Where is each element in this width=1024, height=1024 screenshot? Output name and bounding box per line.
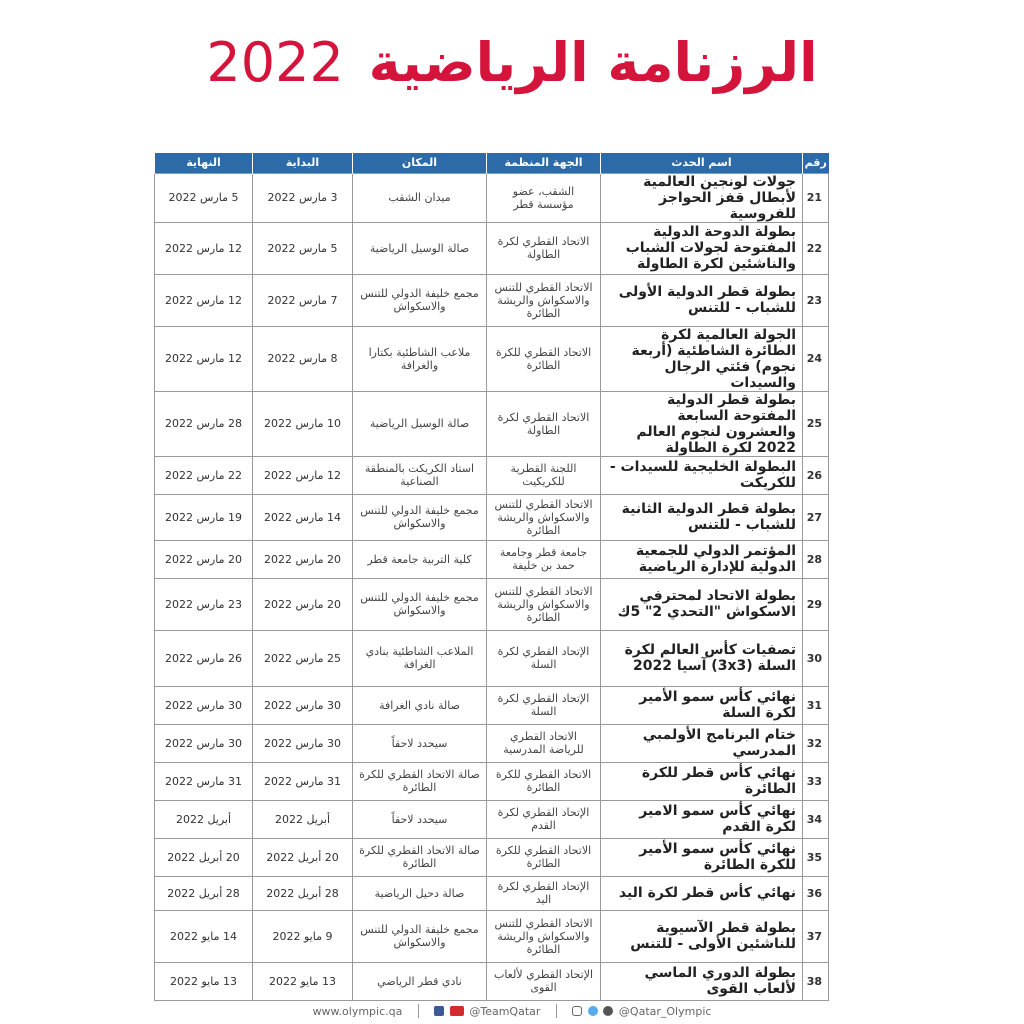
event-name: بطولة قطر الدولية المفتوحة السابعة والعشرون لنجوم العالم 2022 لكرة الطاولة: [601, 391, 803, 456]
end-date: 30 مارس 2022: [155, 686, 253, 724]
venue: كلية التربية جامعة قطر: [353, 540, 487, 578]
venue: مجمع خليفة الدولي للتنس والاسكواش: [353, 578, 487, 630]
end-date: 20 مارس 2022: [155, 540, 253, 578]
divider: [418, 1004, 419, 1018]
end-date: 19 مارس 2022: [155, 494, 253, 540]
table-row: [155, 173, 829, 222]
row-number: 34: [803, 800, 829, 838]
venue: صالة الوسيل الرياضية: [353, 391, 487, 456]
organizer: الاتحاد القطري للتنس والاسكواش والريشة الطائرة: [487, 274, 601, 326]
row-number: 27: [803, 494, 829, 540]
start-date: 30 مارس 2022: [253, 686, 353, 724]
row-number: 31: [803, 686, 829, 724]
start-date: 14 مارس 2022: [253, 494, 353, 540]
end-date: 26 مارس 2022: [155, 630, 253, 686]
twitter-icon: [588, 1006, 598, 1016]
table-row: [155, 838, 829, 876]
table-row: [155, 724, 829, 762]
venue: صالة الاتحاد القطري للكرة الطائرة: [353, 762, 487, 800]
organizer: الإتحاد القطري لكرة السلة: [487, 630, 601, 686]
events-table: [154, 153, 829, 1001]
venue: صالة الوسيل الرياضية: [353, 222, 487, 274]
table-row: [155, 630, 829, 686]
youtube-icon: [450, 1006, 464, 1016]
organizer: الاتحاد القطري للكرة الطائرة: [487, 838, 601, 876]
row-number: 28: [803, 540, 829, 578]
end-date: 22 مارس 2022: [155, 456, 253, 494]
organizer: الشقب، عضو مؤسسة قطر: [487, 173, 601, 222]
row-number: 33: [803, 762, 829, 800]
end-date: 23 مارس 2022: [155, 578, 253, 630]
event-name: تصفيات كأس العالم لكرة السلة (3x3) آسيا 2022: [601, 630, 803, 686]
website-link[interactable]: www.olympic.qa: [312, 1004, 403, 1018]
start-date: 7 مارس 2022: [253, 274, 353, 326]
title-main: الرزنامة الرياضية: [368, 31, 818, 94]
start-date: 12 مارس 2022: [253, 456, 353, 494]
venue: استاد الكريكت بالمنطقة الصناعية: [353, 456, 487, 494]
event-name: نهائي كأس سمو الامير لكرة القدم: [601, 800, 803, 838]
end-date: أبريل 2022: [155, 800, 253, 838]
row-number: 23: [803, 274, 829, 326]
event-name: بطولة الدوري الماسي لألعاب القوى: [601, 962, 803, 1000]
venue: صالة دحيل الرياضية: [353, 876, 487, 910]
table-row: [155, 686, 829, 724]
end-date: 30 مارس 2022: [155, 724, 253, 762]
venue: سيحدد لاحقاً: [353, 724, 487, 762]
start-date: 20 مارس 2022: [253, 578, 353, 630]
row-number: 26: [803, 456, 829, 494]
event-name: نهائي كأس قطر للكرة الطائرة: [601, 762, 803, 800]
table-row: [155, 962, 829, 1000]
organizer: الاتحاد القطري لكرة الطاولة: [487, 222, 601, 274]
start-date: 3 مارس 2022: [253, 173, 353, 222]
end-date: 31 مارس 2022: [155, 762, 253, 800]
row-number: 38: [803, 962, 829, 1000]
handle-qatar-olympic: @Qatar_Olympic: [618, 1004, 712, 1018]
venue: مجمع خليفة الدولي للتنس والاسكواش: [353, 274, 487, 326]
start-date: 10 مارس 2022: [253, 391, 353, 456]
row-number: 21: [803, 173, 829, 222]
start-date: 8 مارس 2022: [253, 326, 353, 391]
organizer: جامعة قطر وجامعة حمد بن خليفة: [487, 540, 601, 578]
event-name: نهائي كأس سمو الأمير لكرة السلة: [601, 686, 803, 724]
organizer: الإتحاد القطري لكرة اليد: [487, 876, 601, 910]
event-name: بطولة الدوحة الدولية المفتوحة لجولات الشباب والناشئين لكرة الطاولة: [601, 222, 803, 274]
venue: مجمع خليفة الدولي للتنس والاسكواش: [353, 910, 487, 962]
handle-teamqatar: @TeamQatar: [469, 1004, 541, 1018]
header-venue: المكان: [353, 153, 487, 173]
table-header-row: [155, 153, 829, 173]
table-row: [155, 456, 829, 494]
end-date: 14 مايو 2022: [155, 910, 253, 962]
row-number: 35: [803, 838, 829, 876]
event-name: البطولة الخليجية للسيدات - للكريكت: [601, 456, 803, 494]
snapchat-icon: [603, 1006, 613, 1016]
table-row: [155, 762, 829, 800]
end-date: 12 مارس 2022: [155, 326, 253, 391]
table-row: [155, 391, 829, 456]
table-row: [155, 876, 829, 910]
event-name: نهائي كأس سمو الأمير للكرة الطائرة: [601, 838, 803, 876]
organizer: اللجنة القطرية للكريكيت: [487, 456, 601, 494]
venue: سيحدد لاحقاً: [353, 800, 487, 838]
organizer: الاتحاد القطري للتنس والاسكواش والريشة الطائرة: [487, 578, 601, 630]
table-row: [155, 540, 829, 578]
start-date: أبريل 2022: [253, 800, 353, 838]
event-name: الجولة العالمية لكرة الطائرة الشاطئية (أربعة نجوم) فئتي الرجال والسيدات: [601, 326, 803, 391]
event-name: جولات لونجين العالمية لأبطال قفز الحواجز للفروسية: [601, 173, 803, 222]
table-row: [155, 222, 829, 274]
row-number: 30: [803, 630, 829, 686]
end-date: 12 مارس 2022: [155, 274, 253, 326]
event-name: بطولة الاتحاد لمحترفي الاسكواش "التحدي 2" 5ك: [601, 578, 803, 630]
instagram-icon: [572, 1006, 582, 1016]
start-date: 9 مايو 2022: [253, 910, 353, 962]
start-date: 20 أبريل 2022: [253, 838, 353, 876]
event-name: ختام البرنامج الأولمبي المدرسي: [601, 724, 803, 762]
venue: ملاعب الشاطئية بكتارا والغرافة: [353, 326, 487, 391]
row-number: 22: [803, 222, 829, 274]
start-date: 5 مارس 2022: [253, 222, 353, 274]
organizer: الإتحاد القطري لألعاب القوى: [487, 962, 601, 1000]
table-row: [155, 326, 829, 391]
organizer: الاتحاد القطري للرياضة المدرسية: [487, 724, 601, 762]
organizer: الاتحاد القطري للتنس والاسكواش والريشة الطائرة: [487, 910, 601, 962]
header-end: النهاية: [155, 153, 253, 173]
organizer: الاتحاد القطري للكرة الطائرة: [487, 762, 601, 800]
row-number: 37: [803, 910, 829, 962]
row-number: 32: [803, 724, 829, 762]
end-date: 13 مايو 2022: [155, 962, 253, 1000]
header-start: البداية: [253, 153, 353, 173]
row-number: 24: [803, 326, 829, 391]
start-date: 28 أبريل 2022: [253, 876, 353, 910]
table-row: [155, 578, 829, 630]
event-name: بطولة قطر الدولية الأولى للشباب - للتنس: [601, 274, 803, 326]
organizer: الاتحاد القطري للتنس والاسكواش والريشة الطائرة: [487, 494, 601, 540]
start-date: 13 مايو 2022: [253, 962, 353, 1000]
table-row: [155, 910, 829, 962]
organizer: الإتحاد القطري لكرة السلة: [487, 686, 601, 724]
start-date: 20 مارس 2022: [253, 540, 353, 578]
header-number: رقم: [803, 153, 829, 173]
organizer: الاتحاد القطري للكرة الطائرة: [487, 326, 601, 391]
page-title: [0, 28, 1024, 98]
venue: نادي قطر الرياضي: [353, 962, 487, 1000]
table-row: [155, 274, 829, 326]
social-group-1[interactable]: [434, 1004, 540, 1018]
venue: صالة نادي الغرافة: [353, 686, 487, 724]
footer: [0, 1004, 1024, 1018]
venue: ميدان الشقب: [353, 173, 487, 222]
row-number: 36: [803, 876, 829, 910]
facebook-icon: [434, 1006, 444, 1016]
social-group-2[interactable]: [572, 1004, 711, 1018]
start-date: 30 مارس 2022: [253, 724, 353, 762]
row-number: 29: [803, 578, 829, 630]
table-row: [155, 494, 829, 540]
event-name: بطولة قطر الدولية الثانية للشباب - للتنس: [601, 494, 803, 540]
row-number: 25: [803, 391, 829, 456]
organizer: الإتحاد القطري لكرة القدم: [487, 800, 601, 838]
divider: [556, 1004, 557, 1018]
event-name: نهائي كأس قطر لكرة اليد: [601, 876, 803, 910]
venue: مجمع خليفة الدولي للتنس والاسكواش: [353, 494, 487, 540]
end-date: 5 مارس 2022: [155, 173, 253, 222]
organizer: الاتحاد القطري لكرة الطاولة: [487, 391, 601, 456]
end-date: 12 مارس 2022: [155, 222, 253, 274]
end-date: 28 مارس 2022: [155, 391, 253, 456]
venue: الملاعب الشاطئية بنادي الغرافة: [353, 630, 487, 686]
title-year: 2022: [206, 31, 344, 94]
header-event: اسم الحدث: [601, 153, 803, 173]
venue: صالة الاتحاد القطري للكرة الطائرة: [353, 838, 487, 876]
header-organizer: الجهة المنظمة: [487, 153, 601, 173]
table-row: [155, 800, 829, 838]
event-name: المؤتمر الدولي للجمعية الدولية للإدارة الرياضية: [601, 540, 803, 578]
end-date: 20 أبريل 2022: [155, 838, 253, 876]
start-date: 25 مارس 2022: [253, 630, 353, 686]
event-name: بطولة قطر الآسيوية للناشئين الأولى - للتنس: [601, 910, 803, 962]
start-date: 31 مارس 2022: [253, 762, 353, 800]
end-date: 28 أبريل 2022: [155, 876, 253, 910]
